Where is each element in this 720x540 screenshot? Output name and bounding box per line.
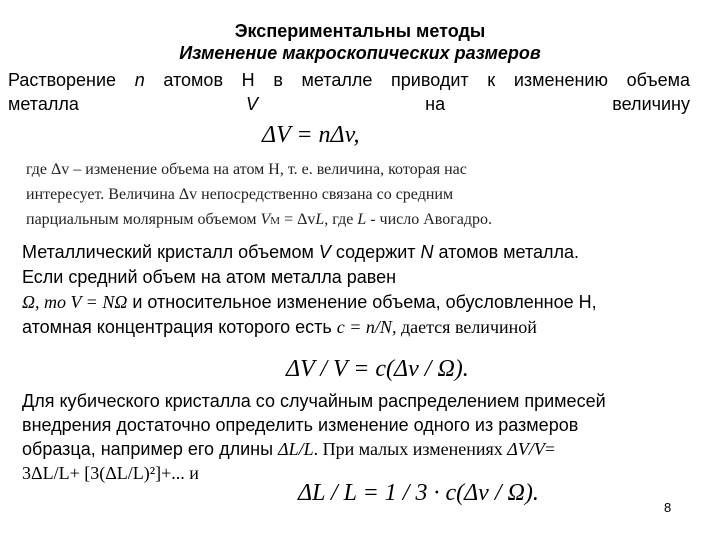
text-segment: атомная концентрация которого есть	[22, 317, 337, 337]
slide-title: Экспериментальны методы	[234, 21, 486, 41]
text-segment: Металлический кристалл объемом	[22, 242, 319, 262]
formula-inline-concentration: c = n/N,	[336, 317, 397, 337]
text-segment: Растворение	[8, 70, 135, 90]
text-segment: атомов H в металле приводит к изменению объема	[144, 70, 690, 90]
slide-subtitle: Изменение макроскопических размеров	[179, 43, 541, 63]
text-segment: = Δv	[280, 211, 316, 228]
formula-inline-length: ΔL/L	[278, 439, 314, 459]
variable-l: L	[357, 211, 367, 228]
variable-n: N	[420, 242, 434, 262]
page-number: 8	[664, 500, 672, 515]
paragraph-crystal	[22, 240, 708, 340]
paragraph-cubic-line-1: Для кубического кристалла со случайным распределением примесей	[22, 391, 606, 411]
text-segment: и относительное изменение объема, обусловленное H,	[127, 292, 597, 312]
formula-relative-volume: ΔV / V = c(Δv / Ω).	[286, 356, 469, 382]
paragraph-definition-line-1: где Δv – изменение объема на атом H, т. е. величина, которая нас	[26, 161, 467, 178]
text-segment: дается величиной	[396, 317, 537, 337]
variable-l: L	[315, 211, 325, 228]
paragraph-definition-line-2: интересует. Величина Δv непосредственно связана со средним	[26, 186, 454, 203]
paragraph-cubic-line-2: внедрения достаточно определить изменение одного из размеров	[22, 415, 579, 435]
paragraph-crystal-line-2: Если средний объем на атом металла равен	[22, 267, 397, 287]
paragraph-intro	[8, 68, 690, 116]
variable-v: V	[246, 94, 259, 114]
paragraph-cubic-line-3	[22, 437, 708, 461]
text-segment: - число Авогадро.	[366, 211, 493, 228]
formula-inline-volume: Ω, то V = NΩ	[22, 292, 128, 312]
text-segment: содержит	[330, 242, 421, 262]
formula-inline-volume-ratio: ΔV/V	[507, 439, 545, 459]
paragraph-crystal-line-3	[22, 290, 708, 315]
text-segment: образца, например его длины	[22, 439, 279, 459]
paragraph-cubic-line-4: 3ΔL/L+ [3(ΔL/L)²]+... и	[22, 463, 199, 483]
paragraph-intro-line-1	[8, 68, 690, 92]
formula-delta-v: ΔV = nΔv,	[262, 122, 360, 148]
variable-v: V	[260, 211, 271, 228]
text-segment: , где	[324, 211, 358, 228]
paragraph-definition	[26, 157, 666, 234]
variable-n: n	[134, 70, 145, 90]
paragraph-cubic	[22, 389, 708, 485]
text-segment: на величину	[258, 94, 690, 114]
text-segment: =	[544, 439, 555, 459]
text-segment: атомов металла.	[433, 242, 580, 262]
paragraph-crystal-line-4	[22, 315, 708, 340]
text-segment: металла	[8, 94, 247, 114]
paragraph-crystal-line-1	[22, 240, 708, 265]
text-segment: . При малых изменениях	[313, 439, 508, 459]
text-segment: парциальным молярным объемом	[26, 211, 261, 228]
subscript-m: M	[270, 215, 281, 227]
paragraph-definition-line-3	[26, 207, 666, 234]
variable-v: V	[318, 242, 331, 262]
formula-length-change: ΔL / L = 1 / 3 · c(Δv / Ω).	[298, 480, 539, 506]
paragraph-intro-line-2	[8, 92, 690, 116]
